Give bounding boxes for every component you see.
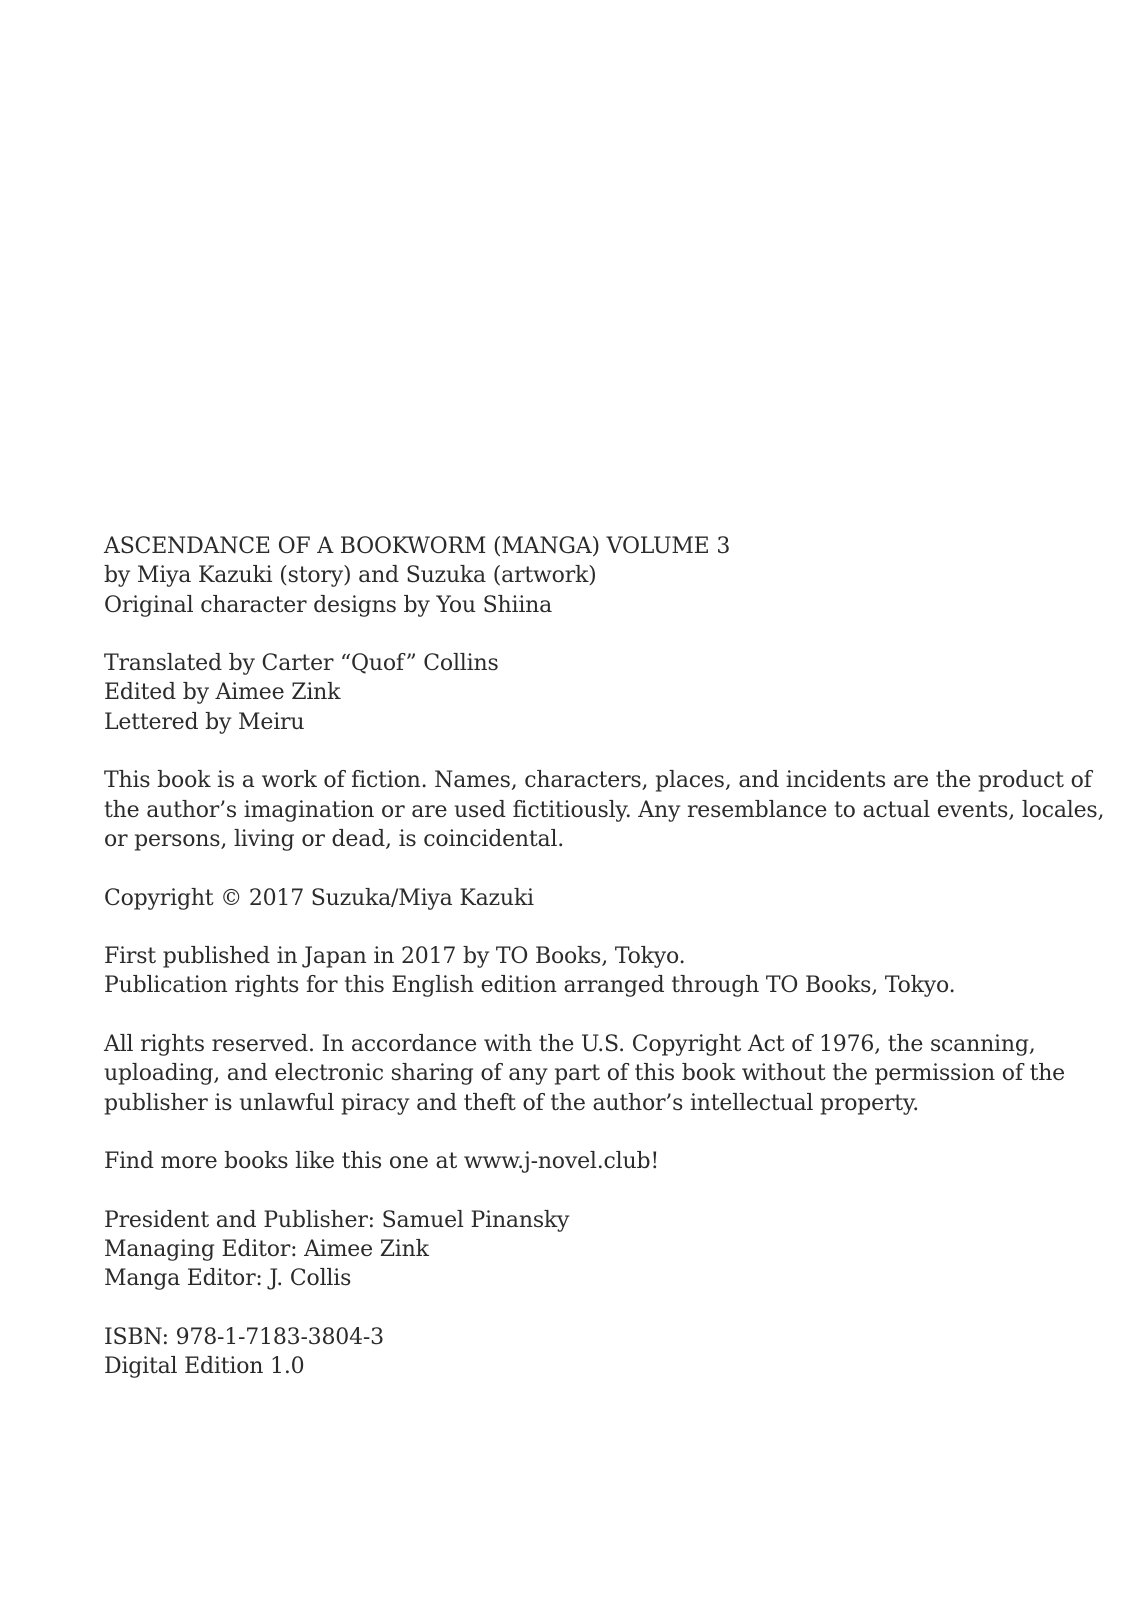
more-books-paragraph [104,1147,1064,1176]
editor-line: Edited by Aimee Zink [104,680,341,706]
first-published-line: First published in Japan in 2017 by TO Books, Tokyo. [104,944,686,970]
copyright-text-block [104,532,1105,1382]
disclaimer-line-3: or persons, living or dead, is coincidental. [104,826,565,852]
president-line: President and Publisher: Samuel Pinansky [104,1207,570,1233]
publication-paragraph [104,942,1064,1001]
managing-editor-line: Managing Editor: Aimee Zink [104,1237,429,1263]
fiction-disclaimer-paragraph [104,766,1105,854]
letterer-line: Lettered by Meiru [104,709,305,735]
more-books-line: Find more books like this one at www.j-novel.club! [104,1149,659,1175]
edition-paragraph [104,1323,1064,1382]
publisher-staff-paragraph [104,1206,1064,1294]
rights-line-2: uploading, and electronic sharing of any part of this book without the permission of the [104,1061,1066,1087]
isbn-line: ISBN: 978-1-7183-3804-3 [104,1325,384,1351]
authors-line: by Miya Kazuki (story) and Suzuka (artwork) [104,563,597,589]
credits-paragraph [104,532,1064,620]
character-designs-line: Original character designs by You Shiina [104,592,553,618]
copyright-paragraph [104,884,1064,913]
digital-edition-line: Digital Edition 1.0 [104,1354,305,1380]
book-title: ASCENDANCE OF A BOOKWORM (MANGA) VOLUME 3 [104,534,731,559]
staff-paragraph [104,649,1064,737]
disclaimer-line-1: This book is a work of fiction. Names, characters, places, and incidents are the product of [104,768,1092,794]
rights-line-1: All rights reserved. In accordance with the U.S. Copyright Act of 1976, the scanning, [104,1032,1036,1058]
rights-line-3: publisher is unlawful piracy and theft of the author’s intellectual property. [104,1090,920,1116]
translator-line: Translated by Carter “Quof” Collins [104,651,499,677]
rights-reserved-paragraph [104,1030,1064,1118]
manga-editor-line: Manga Editor: J. Collis [104,1266,352,1292]
publication-rights-line: Publication rights for this English edition arranged through TO Books, Tokyo. [104,973,956,999]
disclaimer-line-2: the author’s imagination or are used fictitiously. Any resemblance to actual events, locales, [104,797,1105,823]
copyright-line: Copyright © 2017 Suzuka/Miya Kazuki [104,885,534,911]
